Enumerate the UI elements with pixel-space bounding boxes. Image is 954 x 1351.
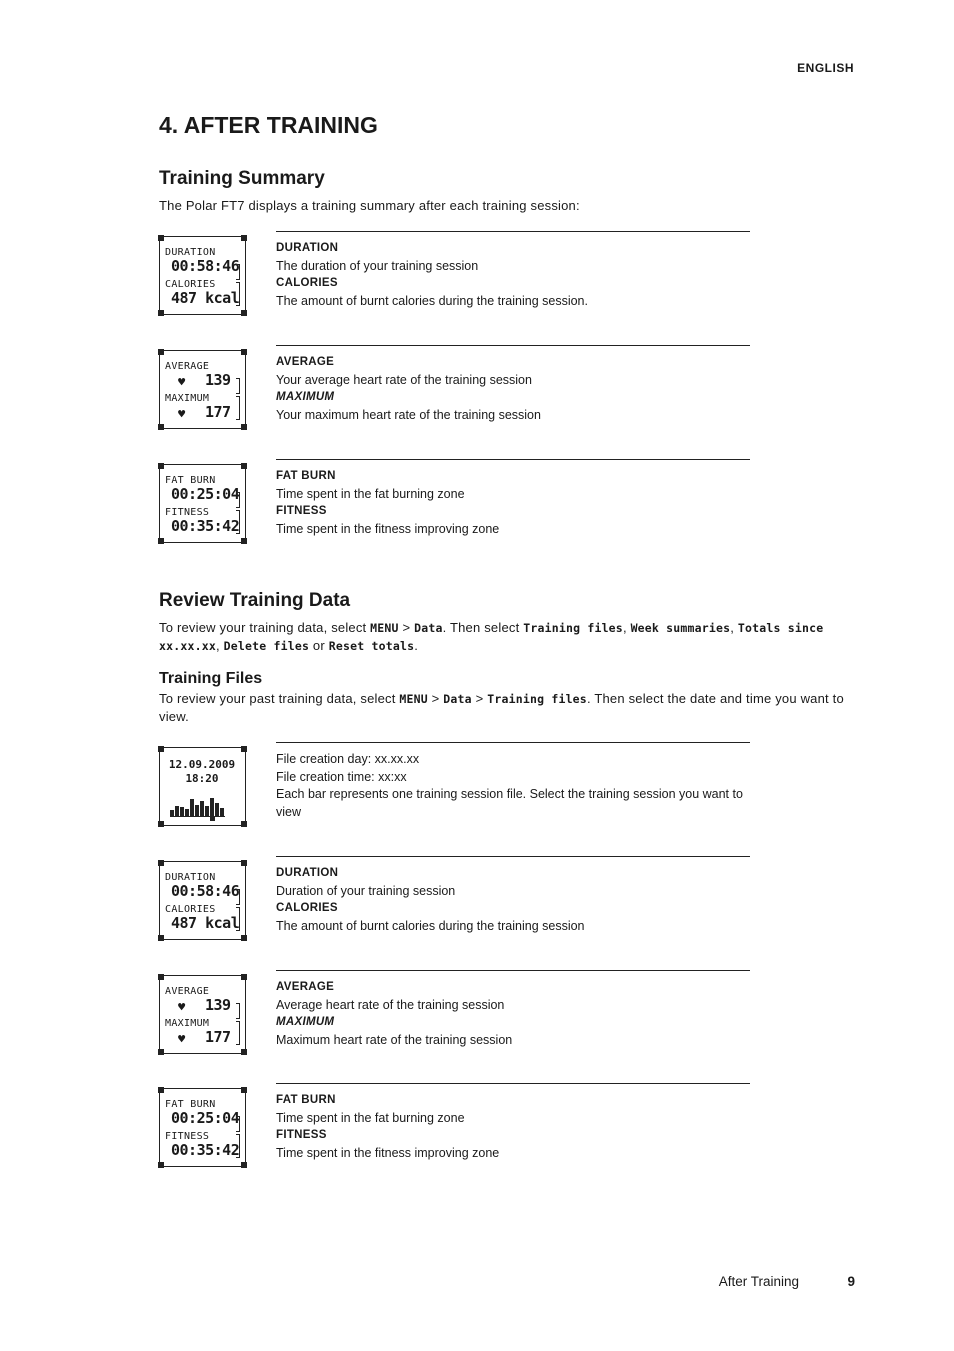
file-entry (159, 742, 750, 830)
entry-label: FAT BURN (276, 470, 336, 482)
lcd-value: 487 kcal (171, 289, 240, 307)
lcd-label: AVERAGE (165, 986, 210, 997)
lcd-value: 00:58:46 (171, 257, 240, 275)
lcd-value: 139 (205, 996, 231, 1014)
entry-label: AVERAGE (276, 981, 335, 993)
entry-text: File creation day: xx.xx.xx (276, 752, 420, 766)
file-summary-entry-heart-rate (159, 970, 750, 1054)
entry-label: DURATION (276, 867, 339, 879)
lcd-value: 139 (205, 371, 231, 389)
training-summary-intro: The Polar FT7 displays a training summary after each training session: (159, 198, 580, 213)
entry-label: CALORIES (276, 902, 338, 914)
training-summary-heading: Training Summary (159, 168, 325, 189)
training-files-heading: Training Files (159, 670, 263, 687)
session-bar (170, 810, 174, 816)
entry-description (276, 970, 750, 1049)
summary-entry-duration (159, 231, 750, 315)
watch-display (159, 975, 246, 1054)
lcd-value: 00:25:04 (171, 485, 240, 503)
lcd-time: 18:20 (185, 772, 219, 785)
entry-text: Maximum heart rate of the training session (276, 1032, 513, 1047)
lcd-label: DURATION (165, 872, 216, 883)
entry-text: Average heart rate of the training session (276, 997, 505, 1012)
lcd-label: MAXIMUM (165, 393, 210, 404)
entry-description (276, 1083, 750, 1162)
entry-text: Duration of your training session (276, 883, 456, 898)
summary-entry-heart-rate (159, 345, 750, 429)
entry-label: AVERAGE (276, 356, 335, 368)
review-instructions: To review your training data, select MENU > Data. Then select Training files, Week summaries, Totals since xx.xx.xx, Delete files or Reset totals. (159, 620, 824, 653)
lcd-value: 177 (205, 1028, 231, 1046)
lcd-label: FITNESS (165, 507, 210, 518)
lcd-label: FAT BURN (165, 1099, 216, 1110)
session-bar (190, 799, 194, 816)
summary-entry-zones (159, 459, 750, 543)
session-bar (180, 807, 184, 816)
menu-keyword: MENU (370, 621, 399, 635)
session-bar (205, 806, 209, 816)
entry-description (276, 459, 750, 538)
lcd-label: FITNESS (165, 1131, 210, 1142)
lcd-label: DURATION (165, 247, 216, 258)
session-bar (175, 806, 179, 816)
heart-icon: ♥ (178, 1000, 186, 1014)
footer-section-title: After Training (718, 1274, 799, 1289)
entry-label: FITNESS (276, 505, 327, 517)
entry-text: Your maximum heart rate of the training session (276, 407, 541, 422)
lcd-value: 00:35:42 (171, 1141, 240, 1159)
entry-text: Time spent in the fitness improving zone (276, 521, 500, 536)
training-files-instructions: To review your past training data, select MENU > Data > Training files. Then select the date and time you want to view. (159, 691, 844, 724)
lcd-label: AVERAGE (165, 361, 210, 372)
entry-description (276, 856, 750, 935)
file-summary-entry-zones (159, 1083, 750, 1167)
entry-description (276, 231, 750, 310)
heart-icon: ♥ (178, 407, 186, 421)
lcd-label: CALORIES (165, 904, 216, 915)
entry-label: CALORIES (276, 277, 338, 289)
page-number: 9 (847, 1274, 855, 1289)
entry-text: The amount of burnt calories during the training session (276, 918, 585, 933)
lcd-label: FAT BURN (165, 475, 216, 486)
entry-text: Time spent in the fitness improving zone (276, 1145, 500, 1160)
lcd-value: 00:58:46 (171, 882, 240, 900)
entry-label: FAT BURN (276, 1094, 336, 1106)
data-keyword: Data (414, 621, 443, 635)
lcd-label: MAXIMUM (165, 1018, 210, 1029)
session-bar (210, 798, 214, 816)
entry-label: DURATION (276, 242, 339, 254)
entry-label: FITNESS (276, 1129, 327, 1141)
file-summary-entry-duration (159, 856, 750, 940)
session-bar (195, 805, 199, 816)
reset-totals-keyword: Reset totals (328, 639, 415, 653)
watch-display (159, 236, 246, 315)
session-bar (200, 801, 204, 816)
entry-text: Time spent in the fat burning zone (276, 486, 465, 501)
entry-label: MAXIMUM (276, 391, 335, 403)
entry-text: Your average heart rate of the training session (276, 372, 532, 387)
entry-description (276, 742, 750, 821)
heart-icon: ♥ (178, 1032, 186, 1046)
entry-label: MAXIMUM (276, 1016, 335, 1028)
lcd-label: CALORIES (165, 279, 216, 290)
watch-display (159, 350, 246, 429)
session-bar (215, 803, 219, 816)
heart-icon: ♥ (178, 375, 186, 389)
delete-files-keyword: Delete files (223, 639, 310, 653)
review-training-data-heading: Review Training Data (159, 590, 351, 611)
training-files-keyword: Training files (523, 621, 623, 635)
session-bar (185, 809, 189, 816)
entry-description (276, 345, 750, 424)
lcd-value: 487 kcal (171, 914, 240, 932)
totals-since-keyword: Totals since xx.xx.xx (159, 621, 824, 653)
training-session-bars (170, 796, 225, 817)
entry-text: Time spent in the fat burning zone (276, 1110, 465, 1125)
entry-text: Each bar represents one training session file. Select the training session you want to view (276, 787, 743, 819)
watch-display (159, 1088, 246, 1167)
entry-text: The duration of your training session (276, 258, 479, 273)
watch-display (159, 861, 246, 940)
watch-display (159, 747, 246, 826)
lcd-value: 177 (205, 403, 231, 421)
week-summaries-keyword: Week summaries (630, 621, 731, 635)
watch-display (159, 464, 246, 543)
chapter-title: 4. AFTER TRAINING (159, 112, 378, 138)
selection-marker (210, 817, 215, 821)
lcd-date: 12.09.2009 (168, 758, 236, 771)
entry-text: The amount of burnt calories during the training session. (276, 293, 588, 308)
lcd-value: 00:25:04 (171, 1109, 240, 1127)
entry-text: File creation time: xx:xx (276, 769, 407, 784)
language-label: ENGLISH (797, 61, 854, 75)
lcd-value: 00:35:42 (171, 517, 240, 535)
session-bar (220, 808, 224, 816)
